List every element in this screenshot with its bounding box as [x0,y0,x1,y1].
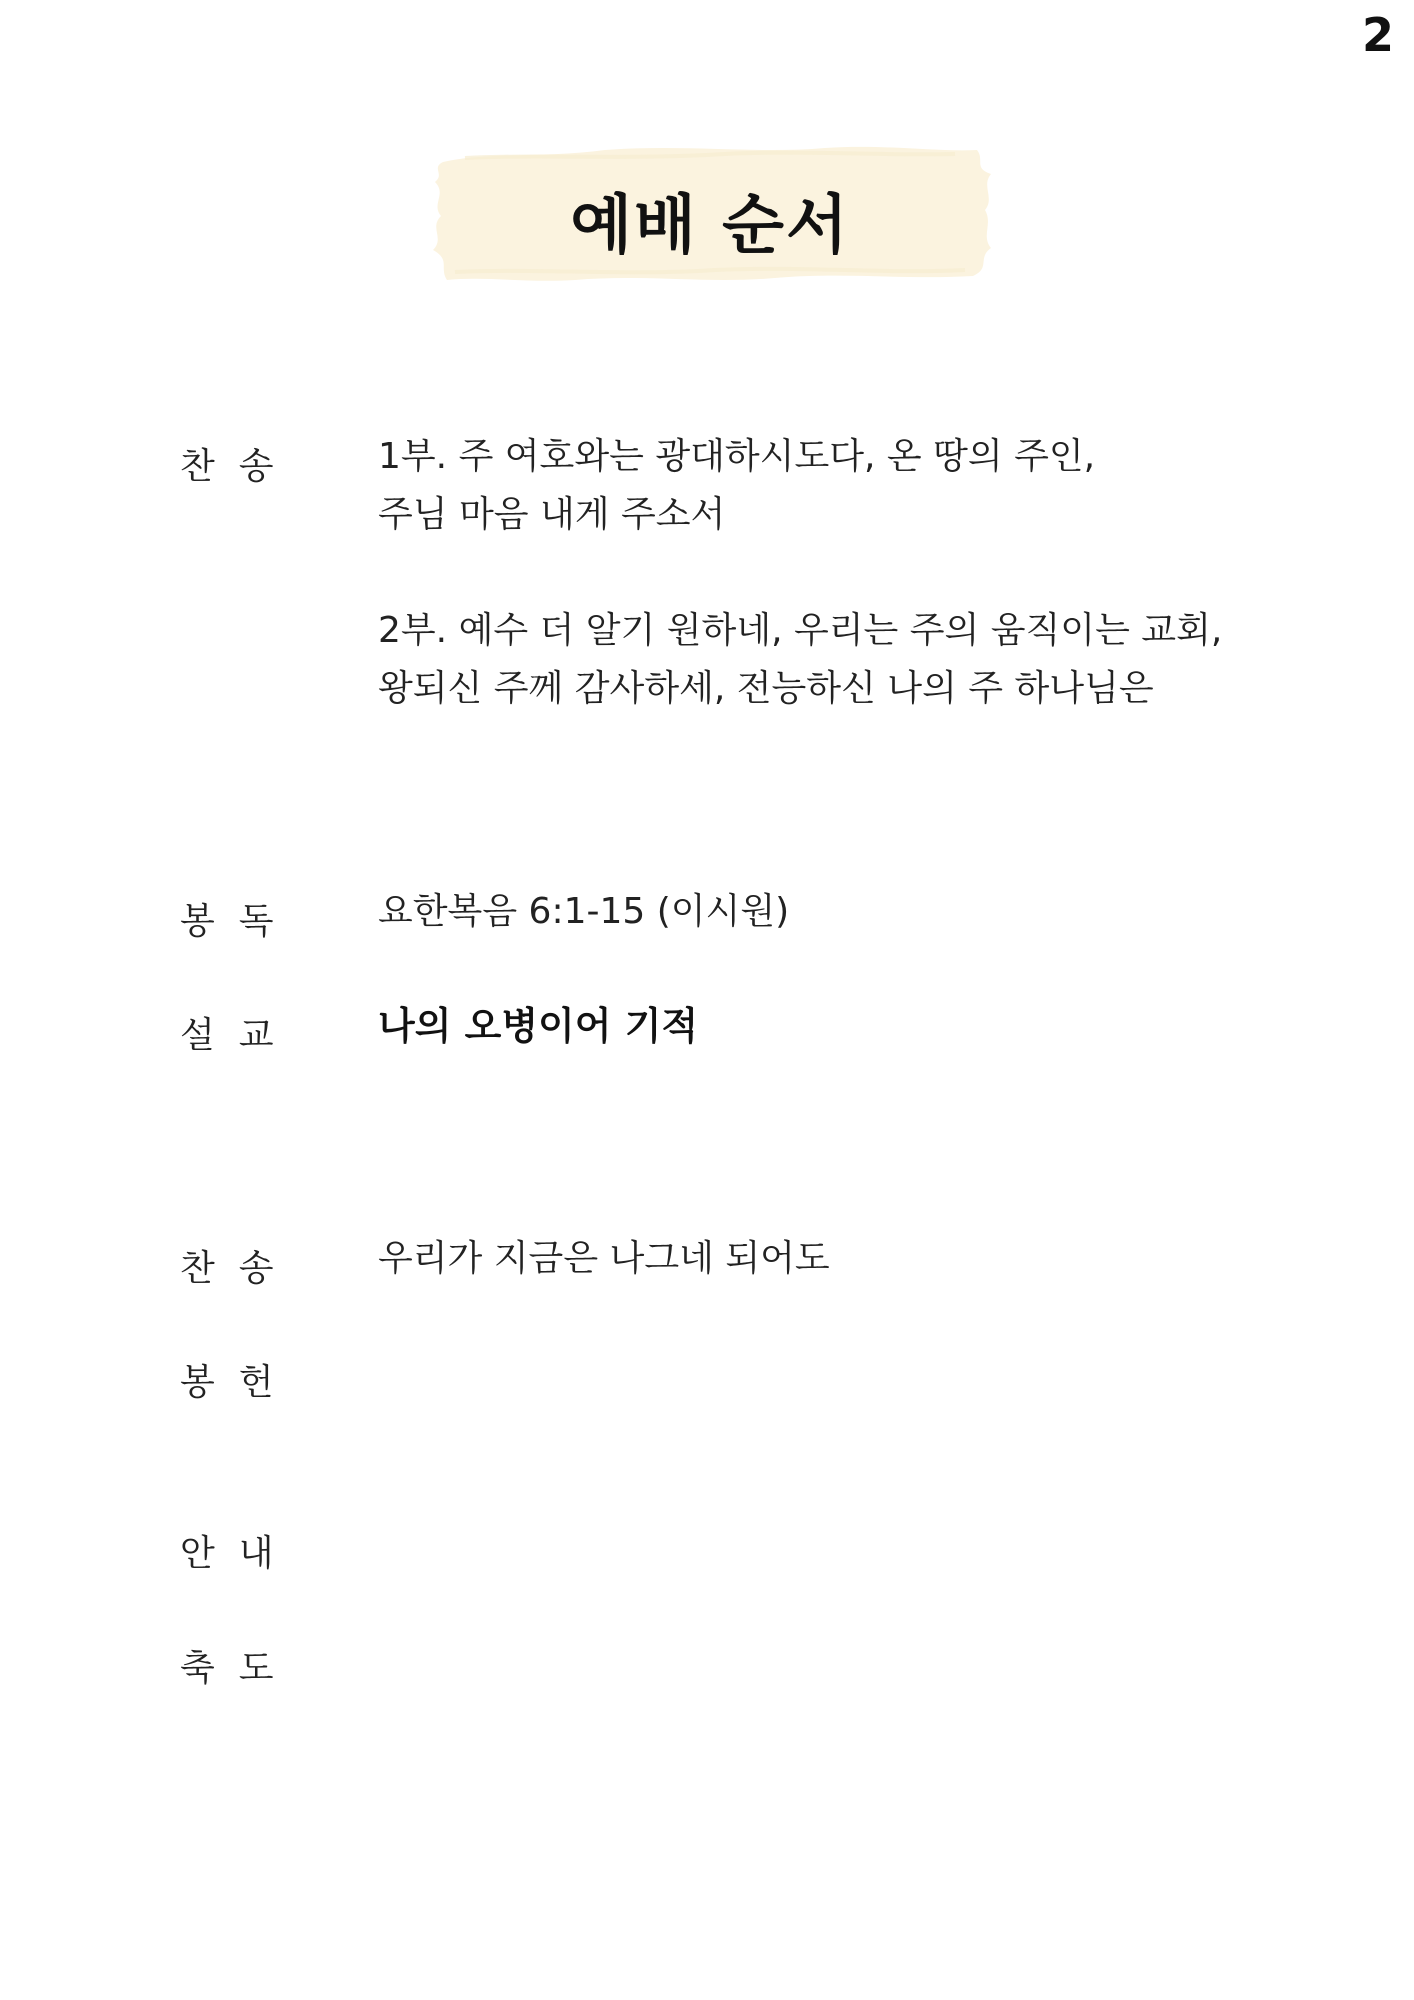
label-char: 찬 [180,1248,215,1289]
hymn-line: 1부. 주 여호와는 광대하시도다, 온 땅의 주인, [378,436,1096,477]
sermon-title [378,997,1278,1055]
scripture-reference [378,883,1278,941]
page-number: 2 [1361,8,1394,62]
label-char: 내 [238,1533,274,1574]
order-label [180,1240,330,1291]
hymn-line: 왕되신 주께 감사하세, 전능하신 나의 주 하나님은 [378,668,1154,709]
order-label [180,438,330,489]
order-content [378,428,1278,718]
label-char: 도 [238,1648,274,1689]
order-label [180,1525,330,1576]
label-char: 봉 [180,901,215,942]
label-char: 찬 [180,446,215,487]
scripture-text: 요한복음 6:1-15 (이시원) [378,891,790,932]
order-label [180,1007,330,1058]
hymn-line: 2부. 예수 더 알기 원하네, 우리는 주의 움직이는 교회, [378,610,1223,651]
label-char: 독 [238,901,274,942]
sermon-text: 나의 오병이어 기적 [378,1004,699,1048]
label-char: 헌 [238,1362,274,1403]
label-char: 축 [180,1648,215,1689]
order-label [180,893,330,944]
label-char: 설 [180,1015,215,1056]
label-char: 교 [238,1015,274,1056]
hymn-line: 주님 마음 내게 주소서 [378,494,726,535]
label-char: 송 [238,1248,274,1289]
hymn-text: 우리가 지금은 나그네 되어도 [378,1238,830,1279]
label-char: 송 [238,446,274,487]
order-label [180,1354,330,1405]
title-block [425,140,995,285]
hymn-title [378,1230,1278,1288]
label-char: 봉 [180,1362,215,1403]
order-label [180,1640,330,1691]
label-char: 안 [180,1533,215,1574]
page-title: 예배 순서 [570,189,850,263]
